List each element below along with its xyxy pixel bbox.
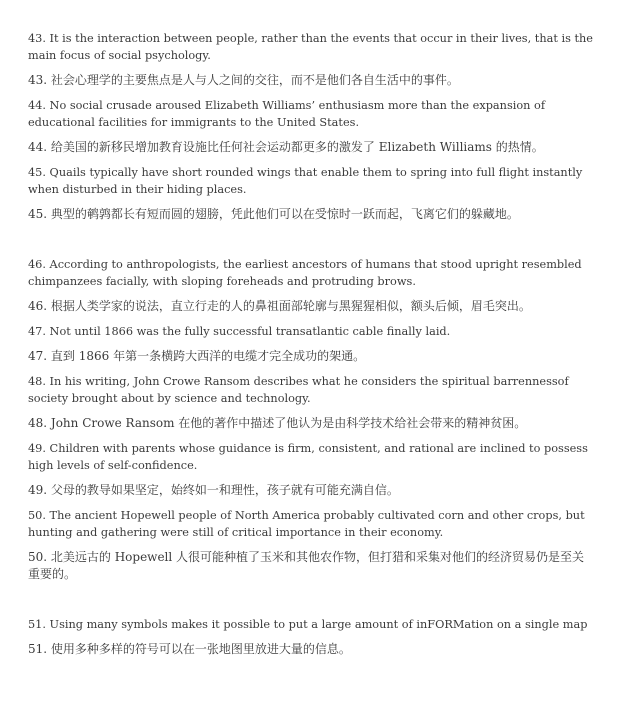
item-47-english: 47. Not until 1866 was the fully successful transatlantic cable finally laid. — [28, 325, 451, 338]
item-44-english: 44. No social crusade aroused Elizabeth Williams’ enthusiasm more than the expansion of educational facilities for immigrants to the United States. — [28, 99, 546, 129]
item-45-english: 45. Quails typically have short rounded wings that enable them to spring into full flight instantly when disturbed in their hiding places. — [28, 166, 583, 196]
item-49-english: 49. Children with parents whose guidance is firm, consistent, and rational are inclined to possess high levels of self-confidence. — [28, 442, 588, 472]
item-50-english: 50. The ancient Hopewell people of North America probably cultivated corn and other crops, but hunting and gathering were still of critical importance in their economy. — [28, 509, 585, 539]
item-43-english: 43. It is the interaction between people, rather than the events that occur in their lives, that is the main focus of social psychology. — [28, 32, 593, 62]
item-48-english: 48. In his writing, John Crowe Ransom describes what he considers the spiritual barrennessof society brought about by science and technology. — [28, 375, 569, 405]
item-51-english: 51. Using many symbols makes it possible to put a large amount of inFORMation on a single map — [28, 618, 588, 631]
item-46-chinese: 46. 根据人类学家的说法，直立行走的人的鼻祖面部轮廓与黑猩猩相似，额头后倾，眉毛突出。 — [28, 299, 531, 313]
item-45-chinese: 45. 典型的鹌鹑都长有短而圆的翅膀，凭此他们可以在受惊时一跃而起，飞离它们的躲藏地。 — [28, 207, 519, 221]
item-46-english: 46. According to anthropologists, the earliest ancestors of humans that stood upright resembled chimpanzees facially, with sloping foreheads and protruding brows. — [28, 258, 582, 288]
section-gap — [28, 231, 594, 256]
item-51-chinese: 51. 使用多种多样的符号可以在一张地图里放进大量的信息。 — [28, 642, 351, 656]
item-48-chinese: 48. John Crowe Ransom 在他的著作中描述了他认为是由科学技术给社会带来的精神贫困。 — [28, 416, 527, 430]
item-50-chinese: 50. 北美远古的 Hopewell 人很可能种植了玉米和其他农作物，但打猎和采集对他们的经济贸易仍是至关重要的。 — [28, 550, 585, 581]
item-49-chinese: 49. 父母的教导如果坚定，始终如一和理性，孩子就有可能充满自信。 — [28, 483, 399, 497]
item-47-chinese: 47. 直到 1866 年第一条横跨大西洋的电缆才完全成功的架通。 — [28, 349, 366, 363]
section-gap — [28, 591, 594, 616]
item-43-chinese: 43. 社会心理学的主要焦点是人与人之间的交往，而不是他们各自生活中的事件。 — [28, 73, 459, 87]
item-44-chinese: 44. 给美国的新移民增加教育设施比任何社会运动都更多的激发了 Elizabeth Williams 的热情。 — [28, 140, 544, 154]
document-body — [28, 30, 594, 666]
